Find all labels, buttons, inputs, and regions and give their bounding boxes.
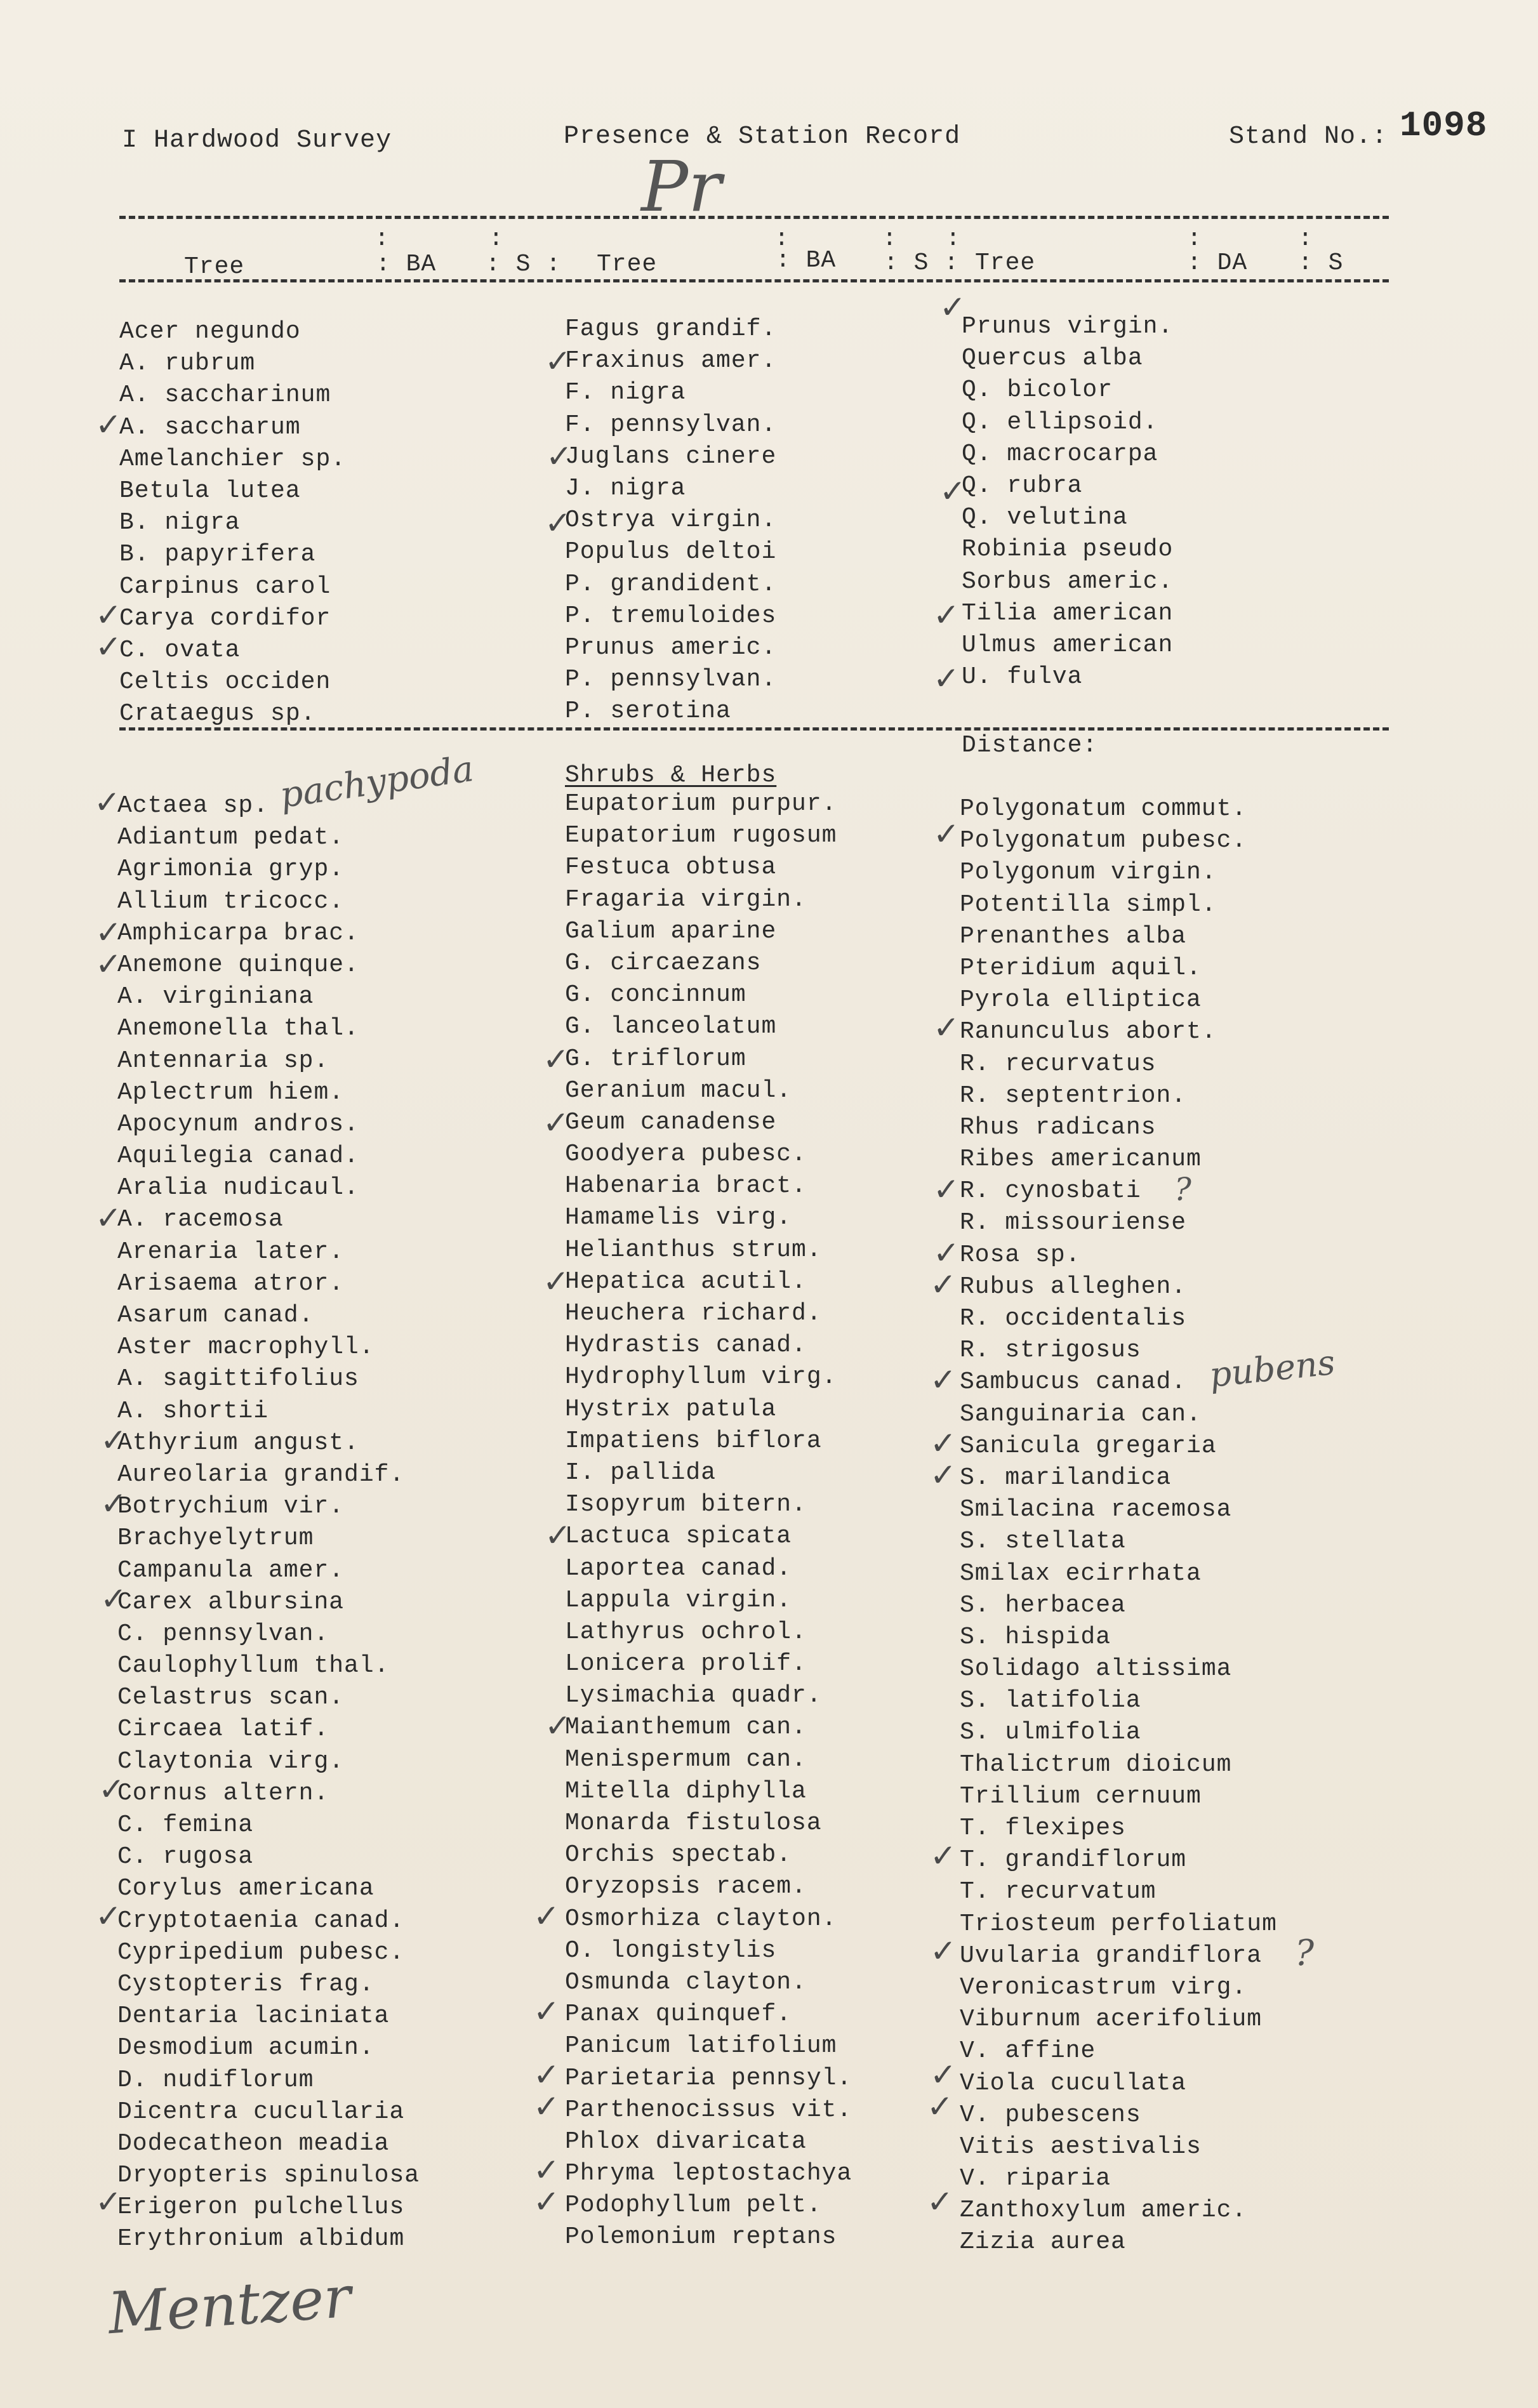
- species-entry: Prunus americ.: [565, 633, 777, 661]
- species-entry: Q. ellipsoid.: [962, 408, 1158, 436]
- species-entry: R. strigosus: [960, 1337, 1141, 1365]
- species-entry: Parietaria pennsyl.: [565, 2064, 852, 2092]
- species-entry: Monarda fistulosa: [565, 1809, 822, 1837]
- species-entry: Botrychium vir.: [117, 1493, 345, 1521]
- species-entry: Erythronium albidum: [117, 2225, 405, 2253]
- column-header-s: : S: [1298, 249, 1344, 277]
- species-entry: Dentaria laciniata: [117, 2002, 390, 2030]
- handwritten-note-sambucus: pubens: [1207, 1342, 1337, 1396]
- species-entry: Q. rubra: [962, 472, 1083, 499]
- species-entry: A. rubrum: [119, 350, 256, 378]
- species-entry: A. saccharinum: [119, 381, 331, 409]
- check-mark-icon: ✓: [100, 1580, 127, 1617]
- species-entry: Mitella diphylla: [565, 1777, 807, 1805]
- check-mark-icon: ✓: [933, 1009, 960, 1046]
- species-entry: Desmodium acumin.: [117, 2034, 375, 2062]
- species-entry: Polygonum virgin.: [960, 859, 1217, 887]
- check-mark-icon: ✓: [533, 1898, 560, 1935]
- species-entry: I. pallida: [565, 1459, 717, 1486]
- column-header-tree: Tree: [975, 249, 1036, 277]
- check-mark-icon: ✓: [95, 597, 122, 633]
- colon-mark: :: [882, 225, 897, 253]
- species-entry: Uvularia grandiflora: [960, 1942, 1263, 1969]
- species-entry: Celastrus scan.: [117, 1684, 345, 1712]
- species-entry: Prunus virgin.: [962, 313, 1174, 340]
- species-entry: Allium tricocc.: [117, 887, 345, 915]
- species-entry: A. shortii: [117, 1397, 269, 1425]
- check-mark-icon: ✓: [930, 1425, 957, 1462]
- species-entry: Goodyera pubesc.: [565, 1141, 807, 1168]
- species-entry: A. racemosa: [117, 1206, 284, 1234]
- species-entry: Cryptotaenia canad.: [117, 1907, 405, 1935]
- stand-number: 1098: [1400, 105, 1488, 146]
- species-entry: Anemone quinque.: [117, 951, 359, 979]
- species-entry: Rosa sp.: [960, 1241, 1081, 1269]
- check-mark-icon: ✓: [95, 946, 122, 982]
- species-entry: Lysimachia quadr.: [565, 1682, 822, 1710]
- species-entry: Ranunculus abort.: [960, 1018, 1217, 1046]
- handwritten-question: ?: [1295, 1933, 1315, 1974]
- species-entry: F. nigra: [565, 379, 686, 407]
- species-entry: Circaea latif.: [117, 1716, 329, 1743]
- species-entry: Rubus alleghen.: [960, 1273, 1187, 1300]
- species-entry: Agrimonia gryp.: [117, 856, 345, 883]
- check-mark-icon: ✓: [927, 2183, 953, 2220]
- species-entry: A. sagittifolius: [117, 1365, 359, 1393]
- species-entry: R. recurvatus: [960, 1050, 1157, 1078]
- species-entry: Pyrola elliptica: [960, 986, 1202, 1014]
- species-entry: Adiantum pedat.: [117, 824, 345, 852]
- check-mark-icon: ✓: [930, 1266, 957, 1303]
- species-entry: Zizia aurea: [960, 2228, 1126, 2256]
- species-entry: Aureolaria grandif.: [117, 1460, 405, 1488]
- handwritten-question: ?: [1174, 1171, 1191, 1208]
- species-entry: Corylus americana: [117, 1875, 375, 1903]
- species-entry: Quercus alba: [962, 345, 1143, 373]
- species-entry: Laportea canad.: [565, 1554, 792, 1582]
- column-header-da: : DA: [1187, 249, 1248, 277]
- species-entry: R. occidentalis: [960, 1305, 1187, 1332]
- species-entry: Osmunda clayton.: [565, 1968, 807, 1996]
- check-mark-icon: ✓: [939, 473, 966, 510]
- check-mark-icon: ✓: [933, 597, 960, 633]
- handwritten-stand-mark: Pr: [641, 146, 722, 227]
- species-entry: Carya cordifor: [119, 604, 331, 632]
- herb-column-3: [960, 793, 1277, 2259]
- species-entry: Viola cucullata: [960, 2069, 1187, 2097]
- check-mark-icon: ✓: [533, 2152, 560, 2188]
- species-entry: Veronicastrum virg.: [960, 1973, 1247, 2001]
- species-entry: Zanthoxylum americ.: [960, 2197, 1247, 2225]
- check-mark-icon: ✓: [543, 1041, 569, 1078]
- species-entry: Acer negundo: [119, 318, 301, 345]
- species-entry: S. herbacea: [960, 1591, 1126, 1619]
- species-entry: Fragaria virgin.: [565, 885, 807, 913]
- species-entry: Panax quinquef.: [565, 2001, 792, 2028]
- species-entry: Sambucus canad.: [960, 1368, 1187, 1396]
- species-entry: Isopyrum bitern.: [565, 1491, 807, 1519]
- species-entry: Pteridium aquil.: [960, 954, 1202, 982]
- species-entry: Actaea sp.: [117, 792, 269, 819]
- colon-mark: :: [774, 225, 789, 253]
- column-header-s: : S :: [486, 251, 562, 278]
- species-entry: Ribes americanum: [960, 1146, 1202, 1174]
- species-entry: Triosteum perfoliatum: [960, 1910, 1277, 1938]
- species-entry: Sanguinaria can.: [960, 1400, 1202, 1428]
- check-mark-icon: ✓: [95, 628, 122, 665]
- species-entry: Osmorhiza clayton.: [565, 1905, 837, 1933]
- species-entry: F. pennsylvan.: [565, 411, 777, 439]
- species-entry: Carpinus carol: [119, 572, 331, 600]
- record-title: Presence & Station Record: [564, 122, 961, 151]
- species-entry: Habenaria bract.: [565, 1172, 807, 1200]
- species-entry: Claytonia virg.: [117, 1747, 345, 1775]
- species-entry: Fagus grandif.: [565, 315, 777, 343]
- species-entry: Asarum canad.: [117, 1302, 314, 1329]
- species-entry: Maianthemum can.: [565, 1714, 807, 1742]
- check-mark-icon: ✓: [546, 438, 573, 475]
- colon-mark: :: [946, 225, 960, 253]
- species-entry: Eupatorium purpur.: [565, 790, 837, 817]
- species-entry: Carex albursina: [117, 1588, 345, 1616]
- species-entry: A. saccharum: [119, 413, 301, 441]
- species-entry: Dryopteris spinulosa: [117, 2162, 420, 2190]
- species-entry: A. virginiana: [117, 983, 314, 1011]
- check-mark-icon: ✓: [545, 1707, 571, 1744]
- species-entry: Hamamelis virg.: [565, 1204, 792, 1232]
- species-entry: Parthenocissus vit.: [565, 2096, 852, 2124]
- species-entry: Smilax ecirrhata: [960, 1559, 1202, 1587]
- species-entry: Lappula virgin.: [565, 1586, 792, 1614]
- species-entry: Aplectrum hiem.: [117, 1078, 345, 1106]
- check-mark-icon: ✓: [95, 1898, 122, 1935]
- column-header-ba: : BA: [776, 247, 837, 274]
- stand-label: Stand No.:: [1229, 122, 1388, 151]
- species-entry: U. fulva: [962, 663, 1083, 691]
- check-mark-icon: ✓: [933, 1234, 960, 1271]
- check-mark-icon: ✓: [95, 914, 122, 951]
- species-entry: Potentilla simpl.: [960, 890, 1217, 918]
- species-entry: Festuca obtusa: [565, 854, 777, 882]
- species-entry: Phlox divaricata: [565, 2127, 807, 2155]
- species-entry: C. ovata: [119, 636, 241, 664]
- colon-mark: :: [1298, 225, 1313, 253]
- species-entry: Betula lutea: [119, 477, 301, 505]
- species-entry: Trillium cernuum: [960, 1782, 1202, 1810]
- species-entry: Polygonatum pubesc.: [960, 827, 1247, 855]
- header-rule-top: [119, 216, 1389, 219]
- species-entry: R. septentrion.: [960, 1082, 1187, 1109]
- species-entry: Smilacina racemosa: [960, 1496, 1232, 1524]
- species-entry: V. affine: [960, 2037, 1096, 2065]
- species-entry: G. lanceolatum: [565, 1013, 777, 1041]
- species-entry: S. marilandica: [960, 1464, 1172, 1492]
- check-mark-icon: ✓: [545, 505, 571, 541]
- check-mark-icon: ✓: [545, 1517, 571, 1554]
- check-mark-icon: ✓: [543, 1104, 569, 1141]
- species-entry: Impatiens biflora: [565, 1427, 822, 1455]
- tree-column-3: [962, 311, 1173, 693]
- species-entry: Arenaria later.: [117, 1238, 345, 1266]
- species-entry: V. pubescens: [960, 2101, 1141, 2129]
- species-entry: P. tremuloides: [565, 602, 777, 630]
- species-entry: Antennaria sp.: [117, 1047, 329, 1075]
- column-header-tree: Tree: [597, 251, 658, 278]
- species-entry: Lactuca spicata: [565, 1523, 792, 1551]
- check-mark-icon: ✓: [927, 2088, 953, 2125]
- colon-mark: :: [489, 225, 503, 253]
- species-entry: G. concinnum: [565, 981, 746, 1009]
- check-mark-icon: ✓: [98, 1771, 125, 1808]
- column-header-tree: Tree: [184, 253, 245, 281]
- distance-label: Distance:: [962, 732, 1098, 759]
- check-mark-icon: ✓: [930, 1933, 957, 1969]
- check-mark-icon: ✓: [100, 1422, 127, 1459]
- header-rule-bottom: [119, 279, 1389, 282]
- check-mark-icon: ✓: [930, 2056, 957, 2093]
- species-entry: Helianthus strum.: [565, 1236, 822, 1264]
- check-mark-icon: ✓: [545, 343, 571, 380]
- check-mark-icon: ✓: [533, 2056, 560, 2093]
- species-entry: C. rugosa: [117, 1843, 254, 1871]
- species-entry: Phryma leptostachya: [565, 2160, 852, 2188]
- species-entry: Geranium macul.: [565, 1076, 792, 1104]
- species-entry: Arisaema atror.: [117, 1269, 345, 1297]
- species-entry: Lonicera prolif.: [565, 1650, 807, 1678]
- species-entry: Cypripedium pubesc.: [117, 1938, 405, 1966]
- check-mark-icon: ✓: [933, 1171, 960, 1208]
- species-entry: Dicentra cucullaria: [117, 2098, 405, 2126]
- species-entry: Cornus altern.: [117, 1779, 329, 1807]
- species-entry: B. papyrifera: [119, 541, 316, 569]
- species-entry: Amphicarpa brac.: [117, 919, 359, 947]
- species-entry: Apocynum andros.: [117, 1110, 359, 1138]
- section-rule: [119, 727, 1389, 731]
- species-entry: Robinia pseudo: [962, 536, 1174, 564]
- species-entry: Dodecatheon meadia: [117, 2129, 390, 2157]
- tree-column-1: [119, 316, 346, 730]
- species-entry: Hydrastis canad.: [565, 1332, 807, 1359]
- species-entry: Juglans cinere: [565, 442, 777, 470]
- species-entry: G. triflorum: [565, 1045, 746, 1073]
- species-entry: Populus deltoi: [565, 538, 777, 566]
- species-entry: P. grandident.: [565, 570, 777, 598]
- species-entry: Oryzopsis racem.: [565, 1873, 807, 1901]
- species-entry: Q. macrocarpa: [962, 440, 1158, 468]
- check-mark-icon: ✓: [95, 2183, 122, 2220]
- species-entry: Tilia american: [962, 599, 1174, 627]
- species-entry: Aster macrophyll.: [117, 1333, 375, 1361]
- species-entry: Hydrophyllum virg.: [565, 1363, 837, 1391]
- species-entry: Erigeron pulchellus: [117, 2193, 405, 2221]
- species-entry: O. longistylis: [565, 1936, 777, 1964]
- species-entry: S. stellata: [960, 1528, 1126, 1556]
- species-entry: S. ulmifolia: [960, 1719, 1141, 1747]
- species-entry: Panicum latifolium: [565, 2032, 837, 2060]
- species-entry: Sanicula gregaria: [960, 1432, 1217, 1460]
- check-mark-icon: ✓: [930, 1457, 957, 1493]
- check-mark-icon: ✓: [930, 1837, 957, 1874]
- species-entry: Viburnum acerifolium: [960, 2006, 1263, 2034]
- species-entry: B. nigra: [119, 509, 241, 537]
- column-header-ba: : BA: [376, 251, 437, 278]
- species-entry: Hystrix patula: [565, 1395, 777, 1423]
- species-entry: Q. velutina: [962, 504, 1128, 532]
- check-mark-icon: ✓: [94, 784, 121, 821]
- species-entry: Podophyllum pelt.: [565, 2192, 822, 2219]
- species-entry: Lathyrus ochrol.: [565, 1618, 807, 1646]
- species-entry: Eupatorium rugosum: [565, 822, 837, 850]
- check-mark-icon: ✓: [100, 1485, 127, 1522]
- species-entry: T. recurvatum: [960, 1878, 1157, 1906]
- species-entry: Q. bicolor: [962, 376, 1113, 404]
- species-entry: Campanula amer.: [117, 1556, 345, 1584]
- survey-title: I Hardwood Survey: [122, 126, 392, 155]
- species-entry: Ulmus american: [962, 631, 1174, 659]
- check-mark-icon: ✓: [930, 1361, 957, 1398]
- species-entry: Fraxinus amer.: [565, 347, 777, 375]
- species-entry: Amelanchier sp.: [119, 445, 347, 473]
- species-entry: Brachyelytrum: [117, 1525, 314, 1552]
- species-entry: Ostrya virgin.: [565, 506, 777, 534]
- species-entry: P. serotina: [565, 698, 731, 725]
- species-entry: Polemonium reptans: [565, 2223, 837, 2251]
- herb-column-2: [565, 788, 852, 2254]
- species-entry: Hepatica acutil.: [565, 1267, 807, 1295]
- handwritten-signature: Mentzer: [105, 2263, 354, 2348]
- species-entry: Solidago altissima: [960, 1655, 1232, 1683]
- species-entry: C. pennsylvan.: [117, 1620, 329, 1648]
- species-entry: S. hispida: [960, 1623, 1111, 1651]
- species-entry: Heuchera richard.: [565, 1300, 822, 1327]
- species-entry: Vitis aestivalis: [960, 2133, 1202, 2160]
- column-header-s: : S :: [884, 249, 960, 277]
- species-entry: Crataegus sp.: [119, 700, 316, 728]
- species-entry: Geum canadense: [565, 1108, 777, 1136]
- species-entry: Prenanthes alba: [960, 922, 1187, 950]
- species-entry: Orchis spectab.: [565, 1841, 792, 1869]
- check-mark-icon: ✓: [933, 660, 960, 697]
- species-entry: C. femina: [117, 1811, 254, 1839]
- species-entry: S. latifolia: [960, 1687, 1141, 1715]
- check-mark-icon: ✓: [543, 1263, 569, 1300]
- tree-column-2: [565, 314, 776, 727]
- species-entry: Galium aparine: [565, 917, 777, 945]
- check-mark-icon: ✓: [95, 1200, 122, 1236]
- species-entry: T. grandiflorum: [960, 1846, 1187, 1874]
- herb-column-1: [117, 790, 420, 2256]
- species-entry: T. flexipes: [960, 1815, 1126, 1842]
- shrubs-herbs-heading: Shrubs & Herbs: [565, 762, 777, 789]
- species-entry: Menispermum can.: [565, 1745, 807, 1773]
- species-entry: D. nudiflorum: [117, 2066, 314, 2094]
- species-entry: Aralia nudicaul.: [117, 1174, 359, 1202]
- species-entry: Sorbus americ.: [962, 567, 1174, 595]
- species-entry: Aquilegia canad.: [117, 1142, 359, 1170]
- check-mark-icon: ✓: [939, 289, 966, 326]
- handwritten-note-actaea: pachypoda: [277, 748, 477, 817]
- check-mark-icon: ✓: [533, 2088, 560, 2125]
- species-entry: G. circaezans: [565, 949, 762, 977]
- check-mark-icon: ✓: [95, 406, 122, 443]
- species-entry: Cystopteris frag.: [117, 1970, 375, 1998]
- species-entry: Anemonella thal.: [117, 1015, 359, 1043]
- species-entry: V. riparia: [960, 2165, 1111, 2193]
- species-entry: R. missouriense: [960, 1209, 1187, 1237]
- check-mark-icon: ✓: [533, 1993, 560, 2030]
- species-entry: J. nigra: [565, 474, 686, 502]
- check-mark-icon: ✓: [533, 2183, 560, 2220]
- species-entry: Thalictrum dioicum: [960, 1750, 1232, 1778]
- species-entry: Caulophyllum thal.: [117, 1652, 390, 1680]
- species-entry: Celtis occiden: [119, 668, 331, 696]
- colon-mark: :: [1187, 225, 1202, 253]
- species-entry: Athyrium angust.: [117, 1429, 359, 1457]
- species-entry: P. pennsylvan.: [565, 666, 777, 694]
- species-entry: R. cynosbati: [960, 1177, 1141, 1205]
- colon-mark: :: [375, 225, 389, 253]
- check-mark-icon: ✓: [933, 816, 960, 852]
- species-entry: Rhus radicans: [960, 1113, 1157, 1141]
- species-entry: Polygonatum commut.: [960, 795, 1247, 823]
